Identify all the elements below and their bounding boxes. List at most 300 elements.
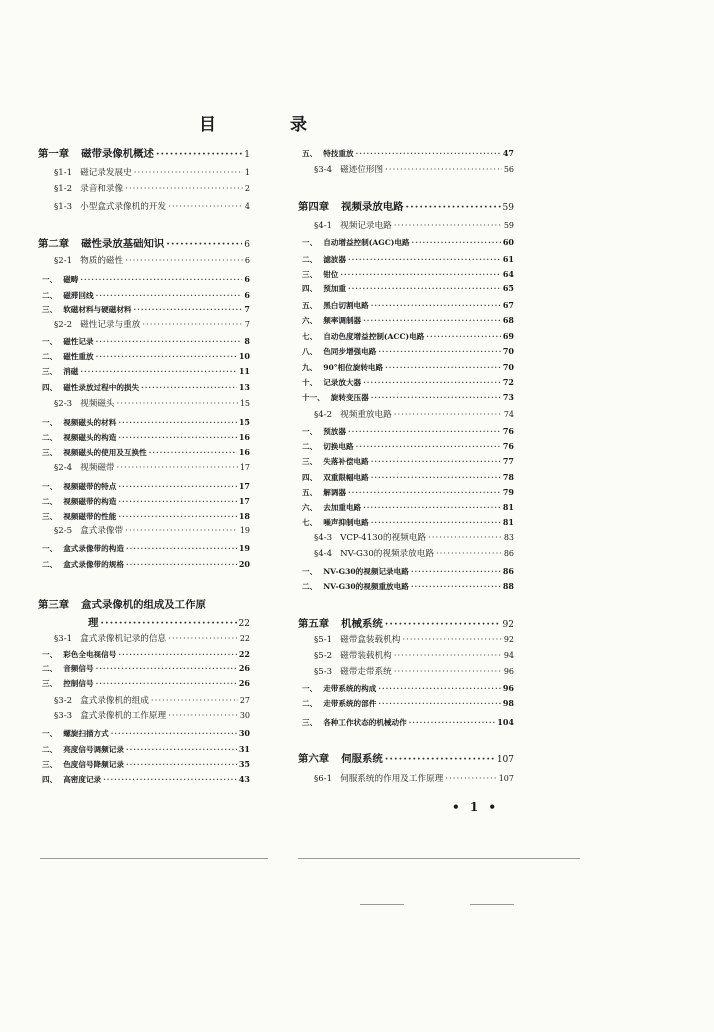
toc-entry-title: 磁带走带系统 — [340, 667, 392, 677]
dot-leader — [118, 496, 237, 508]
toc-entry-number: 第三章 — [38, 599, 70, 611]
toc-entry-item — [38, 495, 250, 507]
dot-leader — [142, 319, 243, 331]
toc-entry-number: §3-4 — [314, 165, 333, 175]
toc-entry-title: 机械系统 — [341, 618, 383, 630]
toc-entry-section — [298, 650, 514, 662]
toc-entry-number: §5-1 — [314, 635, 333, 645]
toc-entry-page: 7 — [244, 304, 250, 314]
toc-entry-page: 17 — [238, 496, 250, 506]
dot-leader — [371, 517, 501, 529]
toc-entry-number: 一、 — [42, 482, 58, 491]
dot-leader — [100, 616, 236, 630]
toc-entry-page: 13 — [238, 382, 250, 392]
toc-entry-title: NV-G30的视频记录电路 — [323, 567, 409, 576]
toc-entry-page: 31 — [238, 744, 250, 754]
toc-entry-number: 第六章 — [298, 753, 330, 765]
toc-entry-page: 77 — [502, 456, 514, 466]
dot-leader — [394, 409, 502, 421]
toc-entry-page: 16 — [238, 432, 250, 442]
toc-entry-title: 失落补偿电路 — [323, 457, 369, 466]
toc-entry-title: 磁畴 — [63, 275, 79, 284]
toc-entry-item — [38, 648, 250, 660]
toc-entry-number: 二、 — [302, 699, 318, 708]
dot-leader — [394, 220, 502, 232]
toc-entry-number: 一、 — [302, 238, 318, 247]
page-number: • 1 • — [452, 800, 500, 814]
toc-entry-title: NV-G30的视频录放电路 — [340, 549, 434, 559]
toc-entry-page: 6 — [244, 256, 250, 265]
toc-entry-page: 64 — [502, 269, 514, 279]
toc-entry-title: VCP-4130的视频电路 — [340, 533, 426, 543]
toc-entry-item — [298, 330, 514, 342]
toc-entry-page: 19 — [239, 526, 250, 535]
toc-entry-section — [298, 548, 514, 560]
dot-leader — [412, 237, 501, 249]
toc-entry-title: 噪声抑制电路 — [323, 518, 369, 527]
toc-entry-page: 98 — [502, 698, 514, 708]
scan-line — [360, 904, 404, 905]
dot-leader — [117, 462, 238, 474]
dot-leader — [348, 254, 501, 266]
toc-entry-page: 86 — [502, 566, 514, 576]
toc-entry-section — [38, 255, 250, 267]
toc-entry-title: 盒式录像机的组成 — [80, 696, 149, 706]
toc-entry-number: 二、 — [302, 255, 318, 264]
toc-entry-item — [38, 381, 250, 393]
toc-entry-number: §4-1 — [314, 221, 333, 231]
toc-entry-number: 二、 — [42, 433, 58, 442]
dot-leader — [385, 362, 501, 374]
toc-entry-item — [298, 682, 514, 694]
toc-entry-number: 一、 — [302, 567, 318, 576]
toc-entry-number: §4-2 — [314, 410, 333, 420]
toc-entry-title: 消磁 — [63, 367, 79, 376]
toc-entry-item — [298, 565, 514, 577]
toc-entry-title: 盒式录像机的工作原理 — [80, 711, 167, 721]
toc-entry-page: 88 — [502, 581, 514, 591]
toc-entry-number: 五、 — [302, 149, 318, 158]
toc-entry-item — [298, 580, 514, 592]
toc-entry-chapter — [38, 598, 250, 612]
toc-entry-section — [298, 164, 514, 176]
toc-entry-item — [38, 273, 250, 285]
toc-entry-number: 二、 — [42, 664, 58, 673]
toc-entry-page: 92 — [503, 635, 514, 644]
toc-entry-number: 三、 — [42, 679, 58, 688]
toc-entry-page: 6 — [244, 290, 250, 300]
toc-entry-title: 频率调制器 — [323, 316, 362, 325]
toc-entry-title: 记录放大器 — [323, 378, 362, 387]
dot-leader — [80, 366, 236, 378]
toc-entry-title: 盒式录像带的构造 — [63, 544, 124, 553]
toc-entry-item — [38, 677, 250, 689]
toc-entry-title: 90°相位旋转电路 — [323, 363, 384, 372]
toc-entry-title: 录音和录像 — [80, 184, 124, 194]
toc-entry-page: 61 — [502, 254, 514, 264]
toc-entry-number: 二、 — [42, 497, 58, 506]
toc-entry-page: 15 — [238, 417, 250, 427]
toc-entry-page: 6 — [244, 274, 250, 284]
toc-entry-number: 四、 — [302, 284, 318, 293]
toc-entry-title: 预加重 — [323, 284, 346, 293]
dot-leader — [96, 663, 237, 675]
dot-leader — [166, 237, 242, 251]
toc-entry-number: 一、 — [42, 544, 58, 553]
dot-leader — [394, 650, 502, 662]
toc-entry-chapter — [298, 752, 514, 766]
toc-entry-number: 六、 — [302, 503, 318, 512]
toc-entry-title: 螺旋扫描方式 — [63, 729, 109, 738]
toc-entry-page: 30 — [239, 711, 250, 720]
toc-entry-number: §1-1 — [54, 168, 73, 178]
toc-entry-page: 15 — [239, 399, 250, 408]
toc-entry-page: 17 — [238, 481, 250, 491]
toc-entry-number: 三、 — [42, 305, 58, 314]
toc-entry-page: 7 — [244, 320, 250, 329]
toc-entry-item — [38, 335, 250, 347]
toc-entry-title: 视频磁头的使用及互换性 — [63, 448, 147, 457]
toc-entry-number: 三、 — [302, 718, 318, 727]
toc-entry-page: 79 — [502, 487, 514, 497]
toc-entry-section — [298, 220, 514, 232]
dot-leader — [394, 666, 502, 678]
toc-entry-page: 68 — [502, 315, 514, 325]
toc-entry-page: 60 — [502, 237, 514, 247]
toc-entry-section — [298, 773, 514, 785]
toc-entry-title: NV-G30的视频重放电路 — [323, 582, 409, 591]
toc-entry-page: 6 — [244, 240, 250, 250]
toc-entry-number: §5-2 — [314, 651, 333, 661]
toc-entry-number: 四、 — [42, 383, 58, 392]
toc-entry-section — [298, 532, 514, 544]
toc-entry-number: §4-3 — [314, 533, 333, 543]
toc-entry-chapter — [38, 147, 250, 161]
toc-entry-page: 26 — [238, 663, 250, 673]
toc-entry-number: 六、 — [302, 316, 318, 325]
dot-leader — [96, 290, 243, 302]
toc-entry-section — [38, 183, 250, 195]
toc-entry-page: 16 — [238, 447, 250, 457]
dot-leader — [126, 744, 237, 756]
dot-leader — [371, 456, 501, 468]
toc-entry-item — [298, 697, 514, 709]
toc-entry-number: 四、 — [42, 775, 58, 784]
toc-entry-page: 96 — [503, 667, 514, 676]
toc-entry-item — [298, 376, 514, 388]
dot-leader — [126, 543, 237, 555]
toc-entry-chapter — [298, 200, 514, 214]
toc-entry-page: 17 — [239, 463, 250, 472]
toc-entry-title: 旋转变压器 — [330, 393, 369, 402]
toc-entry-number: 一、 — [302, 684, 318, 693]
toc-entry-number: §2-3 — [54, 399, 73, 409]
toc-entry-number: 一、 — [302, 427, 318, 436]
toc-entry-item — [38, 743, 250, 755]
toc-entry-page: 26 — [238, 678, 250, 688]
toc-entry-title: 磁性记录 — [63, 337, 94, 346]
toc-entry-number: 一、 — [42, 337, 58, 346]
dot-leader — [151, 695, 238, 707]
toc-entry-page: 81 — [502, 517, 514, 527]
toc-entry-number: 七、 — [302, 518, 318, 527]
toc-entry-item — [298, 425, 514, 437]
toc-entry-title: 盒式录像带 — [80, 526, 124, 536]
toc-entry-item — [298, 361, 514, 373]
dot-leader — [168, 633, 238, 645]
toc-entry-title: 视频磁带的性能 — [63, 512, 117, 521]
toc-entry-number: 五、 — [302, 301, 318, 310]
toc-entry-item — [298, 455, 514, 467]
toc-entry-number: 十一、 — [302, 393, 325, 402]
dot-leader — [426, 331, 501, 343]
toc-entry-item — [38, 350, 250, 362]
toc-entry-item — [298, 471, 514, 483]
dot-leader — [371, 472, 501, 484]
dot-leader — [125, 255, 243, 267]
dot-leader — [103, 774, 237, 786]
dot-leader — [385, 617, 501, 631]
dot-leader — [96, 351, 237, 363]
dot-leader — [348, 283, 501, 295]
toc-entry-page: 70 — [502, 346, 514, 356]
toc-entry-number: 九、 — [302, 363, 318, 372]
dot-leader — [406, 200, 501, 214]
toc-entry-title: 磁带盒装载机构 — [340, 635, 401, 645]
toc-entry-chapter — [298, 617, 514, 631]
scan-line — [40, 858, 268, 859]
toc-entry-title: 磁性录放基础知识 — [81, 238, 165, 250]
dot-leader — [125, 525, 238, 537]
toc-entry-page: 22 — [238, 649, 250, 659]
toc-entry-item — [298, 501, 514, 513]
toc-entry-page: 83 — [503, 533, 514, 542]
toc-entry-title: 磁带录像机概述 — [81, 148, 154, 160]
toc-entry-section — [38, 710, 250, 722]
toc-entry-page: 81 — [502, 502, 514, 512]
toc-entry-item — [38, 365, 250, 377]
toc-entry-page: 30 — [238, 728, 250, 738]
toc-entry-number: §3-3 — [54, 711, 73, 721]
toc-entry-title: 视频磁带的构造 — [63, 497, 117, 506]
toc-entry-title: 视频重放电路 — [340, 410, 392, 420]
dot-leader — [117, 398, 238, 410]
dot-leader — [409, 717, 496, 729]
toc-entry-item — [298, 440, 514, 452]
dot-leader — [126, 759, 237, 771]
toc-entry-title: 物质的磁性 — [80, 256, 124, 266]
toc-entry-page: 10 — [238, 351, 250, 361]
toc-entry-number: 第五章 — [298, 618, 330, 630]
toc-entry-page: 4 — [244, 202, 250, 211]
toc-entry-page: 69 — [502, 331, 514, 341]
toc-entry-item — [38, 758, 250, 770]
toc-entry-number: §3-2 — [54, 696, 73, 706]
toc-entry-item — [38, 289, 250, 301]
toc-entry-page: 1 — [244, 168, 250, 177]
dot-leader — [96, 336, 243, 348]
toc-entry-page: 92 — [502, 620, 514, 630]
dot-leader — [96, 678, 237, 690]
toc-entry-title: 特技重放 — [323, 149, 354, 158]
toc-entry-item — [298, 236, 514, 248]
dot-leader — [356, 148, 501, 160]
toc-entry-title: 伺服系统的作用及工作原理 — [340, 774, 444, 784]
toc-entry-title: 视频磁头 — [80, 399, 115, 409]
toc-entry-number: 十、 — [302, 378, 318, 387]
toc-entry-title: 去加重电路 — [323, 503, 362, 512]
toc-entry-item — [298, 282, 514, 294]
toc-entry-number: 一、 — [42, 418, 58, 427]
toc-entry-item — [38, 558, 250, 570]
toc-entry-number: 三、 — [42, 512, 58, 521]
toc-entry-page: 74 — [503, 410, 514, 419]
dot-leader — [385, 752, 495, 766]
toc-entry-page: 8 — [244, 336, 250, 346]
toc-entry-title: 盒式录像机记录的信息 — [80, 634, 167, 644]
toc-entry-page: 76 — [502, 441, 514, 451]
toc-entry-page: 107 — [498, 774, 514, 783]
toc-entry-item — [298, 391, 514, 403]
dot-leader — [411, 566, 501, 578]
toc-entry-number: §3-1 — [54, 634, 73, 644]
toc-entry-title: 走带系统的部件 — [323, 699, 377, 708]
toc-entry-chapter — [38, 237, 250, 251]
dot-leader — [141, 382, 237, 394]
toc-entry-number: 一、 — [42, 650, 58, 659]
dot-leader — [428, 532, 502, 544]
toc-entry-title: 控制信号 — [63, 679, 94, 688]
toc-entry-title: 自动增益控制(AGC)电路 — [323, 238, 410, 247]
toc-entry-section — [38, 525, 250, 537]
toc-entry-section — [38, 398, 250, 410]
toc-entry-title: 亮度信号调频记录 — [63, 745, 124, 754]
toc-entry-section — [38, 633, 250, 645]
toc-entry-number: §5-3 — [314, 667, 333, 677]
toc-entry-page: 72 — [502, 377, 514, 387]
toc-entry-title: 磁记录发展史 — [80, 168, 132, 178]
toc-entry-page: 73 — [502, 392, 514, 402]
dot-leader — [378, 698, 501, 710]
toc-entry-item — [38, 416, 250, 428]
toc-entry-title: 彩色全电视信号 — [63, 650, 117, 659]
toc-entry-page: 2 — [244, 184, 250, 193]
dot-leader — [118, 481, 237, 493]
toc-entry-title: 磁性录放过程中的损失 — [63, 383, 140, 392]
dot-leader — [134, 167, 243, 179]
dot-leader — [436, 548, 502, 560]
dot-leader — [363, 315, 501, 327]
toc-entry-title: 伺服系统 — [341, 753, 383, 765]
toc-entry-item — [38, 773, 250, 785]
toc-entry-title: 盒式录像机的组成及工作原 — [81, 599, 206, 611]
toc-entry-number: 二、 — [42, 560, 58, 569]
toc-entry-item — [298, 345, 514, 357]
toc-entry-page: 65 — [502, 283, 514, 293]
toc-entry-page: 78 — [502, 472, 514, 482]
dot-leader — [126, 559, 237, 571]
scan-line — [298, 858, 580, 859]
toc-entry-number: §1-2 — [54, 184, 73, 194]
dot-leader — [118, 511, 237, 523]
toc-entry-title: 磁性重放 — [63, 352, 94, 361]
toc-entry-title: 软磁材料与硬磁材料 — [63, 305, 132, 314]
toc-entry-number: 二、 — [302, 442, 318, 451]
toc-entry-number: 二、 — [302, 582, 318, 591]
toc-entry-page: 94 — [503, 651, 514, 660]
toc-entry-title: 双重限幅电路 — [323, 473, 369, 482]
dot-leader — [168, 201, 243, 213]
toc-entry-title: 走带系统的构成 — [323, 684, 377, 693]
toc-entry-number: §1-3 — [54, 202, 73, 212]
toc-entry-title: 音频信号 — [63, 664, 94, 673]
dot-leader — [111, 728, 237, 740]
toc-entry-page: 96 — [502, 683, 514, 693]
toc-entry-page: 47 — [502, 148, 514, 158]
toc-entry-title: 色同步增强电路 — [323, 347, 377, 356]
toc-entry-item — [38, 480, 250, 492]
dot-leader — [134, 304, 243, 316]
toc-entry-title: 解调器 — [323, 488, 346, 497]
scan-line — [470, 904, 514, 905]
toc-entry-title: 视频磁带 — [80, 463, 115, 473]
dot-leader — [348, 426, 501, 438]
toc-entry-item — [38, 446, 250, 458]
dot-leader — [80, 274, 242, 286]
toc-entry-page: 20 — [238, 559, 250, 569]
toc-entry-number: 二、 — [42, 291, 58, 300]
toc-entry-page: 1 — [244, 150, 250, 160]
toc-entry-title: 小型盒式录像机的开发 — [80, 202, 167, 212]
toc-entry-number: §2-4 — [54, 463, 73, 473]
toc-entry-number: 二、 — [42, 352, 58, 361]
toc-entry-number: 第一章 — [38, 148, 70, 160]
toc-entry-title: 磁迹位形图 — [340, 165, 384, 175]
dot-leader — [156, 147, 242, 161]
toc-entry-item — [298, 268, 514, 280]
dot-leader — [371, 300, 501, 312]
toc-entry-number: §2-2 — [54, 320, 73, 330]
toc-entry-number: §2-1 — [54, 256, 73, 266]
dot-leader — [402, 634, 502, 646]
toc-entry-item — [38, 662, 250, 674]
toc-entry-number: 三、 — [302, 457, 318, 466]
toc-entry-number: 一、 — [42, 729, 58, 738]
dot-leader — [378, 683, 501, 695]
toc-entry-title: 视频磁头的材料 — [63, 418, 117, 427]
dot-leader — [385, 164, 502, 176]
toc-entry-number: 三、 — [302, 270, 318, 279]
toc-entry-title: 钳位 — [323, 270, 339, 279]
toc-entry-number: 三、 — [42, 448, 58, 457]
toc-entry-page: 104 — [497, 717, 514, 727]
toc-entry-title: 视频录放电路 — [341, 201, 404, 213]
toc-entry-number: 第四章 — [298, 201, 330, 213]
toc-entry-number: §2-5 — [54, 526, 73, 536]
toc-entry-section — [38, 167, 250, 179]
toc-entry-item — [298, 516, 514, 528]
toc-entry-number: 第二章 — [38, 238, 70, 250]
toc-entry-number: 五、 — [302, 488, 318, 497]
dot-leader — [445, 773, 496, 785]
dot-leader — [118, 417, 237, 429]
toc-entry-page: 27 — [239, 696, 250, 705]
toc-entry-section — [38, 319, 250, 331]
toc-entry-title: 磁性记录与重放 — [80, 320, 141, 330]
toc-entry-page: 56 — [503, 165, 514, 174]
dot-leader — [118, 649, 237, 661]
page-title: 目 录 — [199, 115, 341, 135]
